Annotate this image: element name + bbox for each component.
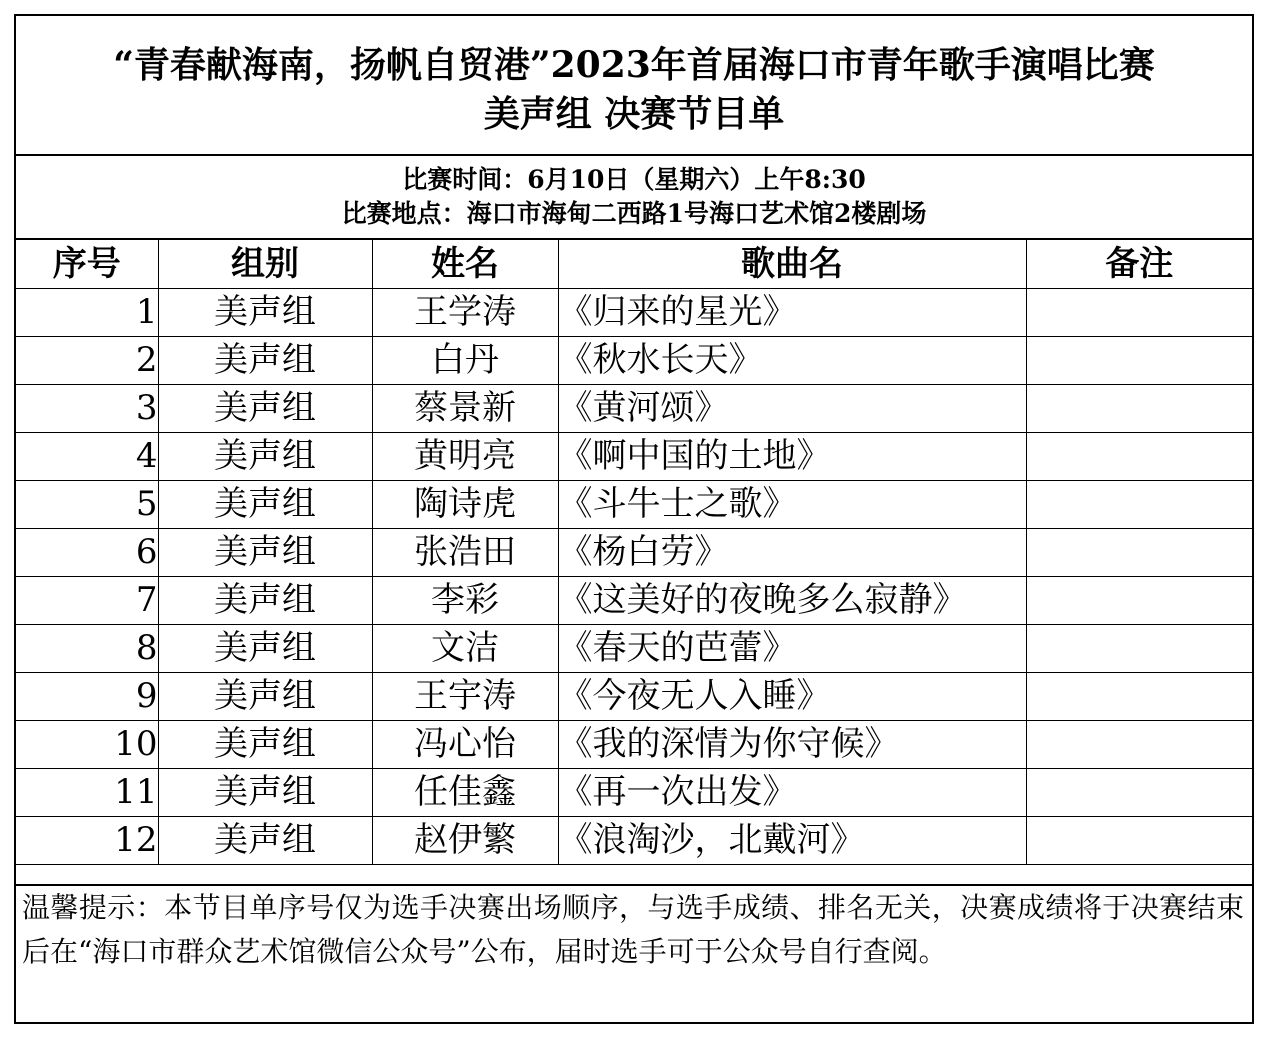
cell-group: 美声组 (158, 576, 372, 624)
cell-number: 2 (16, 336, 158, 384)
header-group: 组别 (158, 240, 372, 288)
cell-group: 美声组 (158, 624, 372, 672)
programme-table (16, 240, 1252, 865)
page-subtitle: 美声组 决赛节目单 (483, 93, 785, 135)
cell-remarks (1026, 624, 1252, 672)
cell-remarks (1026, 576, 1252, 624)
cell-remarks (1026, 768, 1252, 816)
table-row (16, 336, 1252, 384)
cell-song: 《啊中国的土地》 (558, 432, 1026, 480)
cell-name: 蔡景新 (372, 384, 558, 432)
cell-remarks (1026, 672, 1252, 720)
table-row (16, 720, 1252, 768)
cell-group: 美声组 (158, 432, 372, 480)
cell-song: 《我的深情为你守候》 (558, 720, 1026, 768)
title-block (16, 16, 1252, 156)
event-place: 比赛地点：海口市海甸二西路1号海口艺术馆2楼剧场 (341, 199, 927, 228)
header-remarks: 备注 (1026, 240, 1252, 288)
header-song: 歌曲名 (558, 240, 1026, 288)
cell-name: 陶诗虎 (372, 480, 558, 528)
cell-song: 《黄河颂》 (558, 384, 1026, 432)
cell-remarks (1026, 528, 1252, 576)
cell-remarks (1026, 336, 1252, 384)
cell-remarks (1026, 288, 1252, 336)
cell-group: 美声组 (158, 816, 372, 864)
cell-song: 《再一次出发》 (558, 768, 1026, 816)
table-row (16, 768, 1252, 816)
cell-number: 8 (16, 624, 158, 672)
cell-remarks (1026, 816, 1252, 864)
cell-song: 《斗牛士之歌》 (558, 480, 1026, 528)
cell-song: 《浪淘沙，北戴河》 (558, 816, 1026, 864)
cell-name: 文洁 (372, 624, 558, 672)
event-info (16, 156, 1252, 240)
table-row (16, 432, 1252, 480)
cell-name: 任佳鑫 (372, 768, 558, 816)
cell-name: 黄明亮 (372, 432, 558, 480)
cell-song: 《春天的芭蕾》 (558, 624, 1026, 672)
cell-group: 美声组 (158, 768, 372, 816)
notice-text: 温馨提示：本节目单序号仅为选手决赛出场顺序，与选手成绩、排名无关，决赛成绩将于决赛结束后在“海口市群众艺术馆微信公众号”公布，届时选手可于公众号自行查阅。 (16, 884, 1252, 1022)
cell-number: 7 (16, 576, 158, 624)
cell-group: 美声组 (158, 672, 372, 720)
cell-song: 《秋水长天》 (558, 336, 1026, 384)
cell-name: 冯心怡 (372, 720, 558, 768)
programme-sheet (14, 14, 1254, 1024)
table-row (16, 624, 1252, 672)
cell-remarks (1026, 720, 1252, 768)
table-header-row (16, 240, 1252, 288)
table-row (16, 384, 1252, 432)
table-row (16, 672, 1252, 720)
cell-number: 3 (16, 384, 158, 432)
table-row (16, 816, 1252, 864)
cell-number: 12 (16, 816, 158, 864)
cell-number: 9 (16, 672, 158, 720)
table-row (16, 480, 1252, 528)
cell-group: 美声组 (158, 720, 372, 768)
table-row (16, 576, 1252, 624)
header-number: 序号 (16, 240, 158, 288)
cell-group: 美声组 (158, 336, 372, 384)
cell-song: 《今夜无人入睡》 (558, 672, 1026, 720)
cell-group: 美声组 (158, 288, 372, 336)
cell-song: 《归来的星光》 (558, 288, 1026, 336)
cell-name: 王学涛 (372, 288, 558, 336)
cell-name: 张浩田 (372, 528, 558, 576)
cell-name: 王宇涛 (372, 672, 558, 720)
cell-number: 1 (16, 288, 158, 336)
cell-song: 《这美好的夜晚多么寂静》 (558, 576, 1026, 624)
header-name: 姓名 (372, 240, 558, 288)
cell-number: 4 (16, 432, 158, 480)
event-time: 比赛时间：6月10日（星期六）上午8:30 (402, 165, 866, 194)
cell-number: 11 (16, 768, 158, 816)
cell-remarks (1026, 384, 1252, 432)
table-row (16, 288, 1252, 336)
cell-remarks (1026, 432, 1252, 480)
cell-name: 李彩 (372, 576, 558, 624)
cell-group: 美声组 (158, 480, 372, 528)
cell-group: 美声组 (158, 528, 372, 576)
table-row (16, 528, 1252, 576)
page-title: “青春献海南，扬帆自贸港”2023年首届海口市青年歌手演唱比赛 (113, 44, 1155, 86)
cell-remarks (1026, 480, 1252, 528)
cell-song: 《杨白劳》 (558, 528, 1026, 576)
cell-name: 赵伊繁 (372, 816, 558, 864)
cell-number: 10 (16, 720, 158, 768)
cell-group: 美声组 (158, 384, 372, 432)
cell-name: 白丹 (372, 336, 558, 384)
cell-number: 6 (16, 528, 158, 576)
cell-number: 5 (16, 480, 158, 528)
